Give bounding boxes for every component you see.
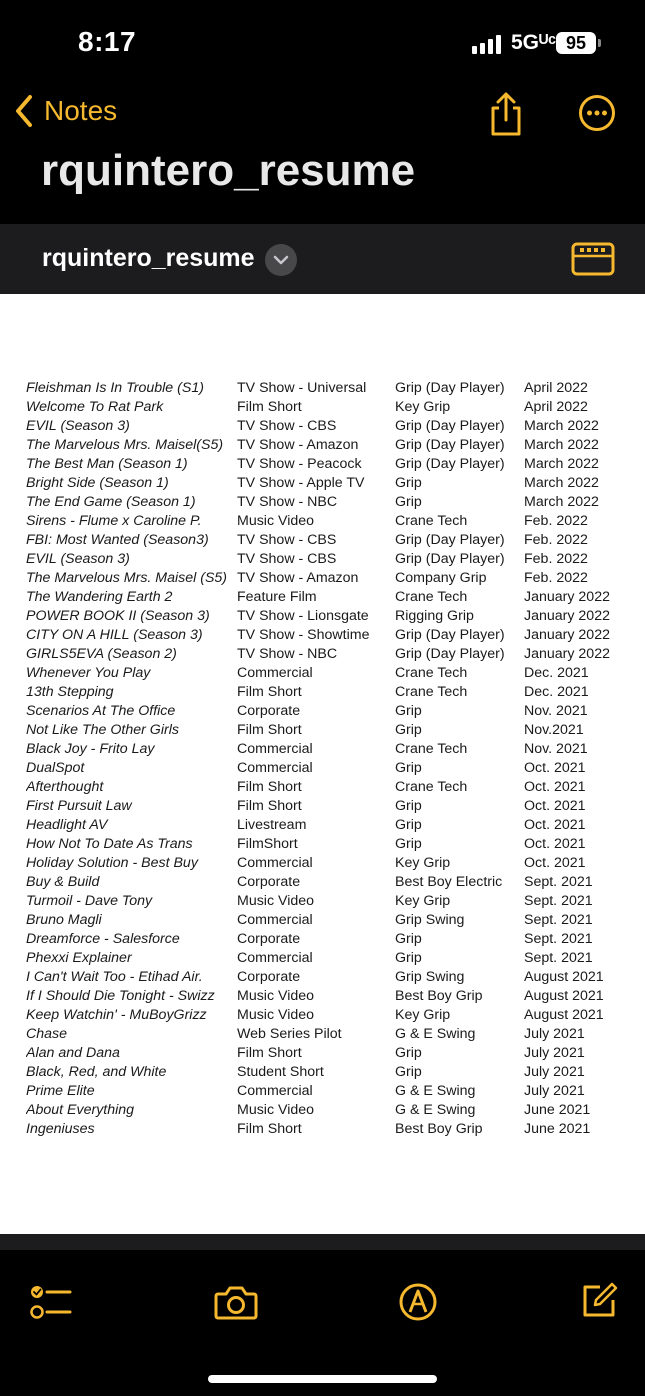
camera-icon: [214, 1284, 258, 1320]
project-title: I Can't Wait Too - Etihad Air.: [26, 969, 203, 985]
date: July 2021: [524, 1045, 585, 1061]
date: January 2022: [524, 589, 610, 605]
position: Company Grip: [395, 570, 487, 586]
project-type: Film Short: [237, 1045, 302, 1061]
position: Grip Swing: [395, 969, 465, 985]
project-title: GIRLS5EVA (Season 2): [26, 646, 177, 662]
position: Crane Tech: [395, 741, 468, 757]
date: Oct. 2021: [524, 798, 586, 814]
position: Grip: [395, 1064, 422, 1080]
position: G & E Swing: [395, 1102, 476, 1118]
resume-table: [26, 379, 626, 1139]
chevron-down-icon: [273, 253, 289, 267]
project-title: EVIL (Season 3): [26, 551, 130, 567]
project-type: TV Show - Apple TV: [237, 475, 365, 491]
project-type: TV Show - Peacock: [237, 456, 362, 472]
table-row: [26, 911, 626, 930]
date: Nov.2021: [524, 722, 584, 738]
project-type: TV Show - CBS: [237, 418, 337, 434]
project-type: Commercial: [237, 741, 313, 757]
checklist-button[interactable]: [30, 1282, 72, 1327]
position: Grip: [395, 798, 422, 814]
date: Feb. 2022: [524, 570, 588, 586]
project-type: TV Show - Lionsgate: [237, 608, 369, 624]
position: G & E Swing: [395, 1026, 476, 1042]
status-bar: [0, 0, 645, 80]
date: Oct. 2021: [524, 817, 586, 833]
project-title: The End Game (Season 1): [26, 494, 196, 510]
project-title: Prime Elite: [26, 1083, 95, 1099]
project-title: FBI: Most Wanted (Season3): [26, 532, 209, 548]
project-type: Film Short: [237, 684, 302, 700]
position: Grip (Day Player): [395, 456, 505, 472]
project-title: 13th Stepping: [26, 684, 114, 700]
date: July 2021: [524, 1064, 585, 1080]
status-time: 8:17: [78, 26, 137, 57]
table-row: [26, 645, 626, 664]
position: Grip (Day Player): [395, 646, 505, 662]
table-row: [26, 835, 626, 854]
project-type: Commercial: [237, 855, 313, 871]
position: Grip: [395, 1045, 422, 1061]
date: Feb. 2022: [524, 551, 588, 567]
project-title: Whenever You Play: [26, 665, 151, 681]
cellular-signal-icon: [472, 34, 501, 54]
position: Rigging Grip: [395, 608, 474, 624]
date: Sept. 2021: [524, 931, 593, 947]
date: January 2022: [524, 608, 610, 624]
home-indicator: [208, 1375, 437, 1383]
project-title: Afterthought: [26, 779, 104, 795]
keyboard-icon: [571, 242, 615, 276]
date: Oct. 2021: [524, 855, 586, 871]
project-type: Film Short: [237, 779, 302, 795]
network-type: 5Gᵁᶜ: [511, 31, 557, 54]
share-button[interactable]: [488, 92, 524, 143]
table-row: [26, 512, 626, 531]
table-row: [26, 588, 626, 607]
chevron-left-icon: [14, 94, 34, 128]
project-title: The Best Man (Season 1): [26, 456, 188, 472]
date: Sept. 2021: [524, 912, 593, 928]
date: March 2022: [524, 418, 599, 434]
date: Nov. 2021: [524, 741, 588, 757]
table-row: [26, 417, 626, 436]
date: April 2022: [524, 380, 588, 396]
project-type: Film Short: [237, 1121, 302, 1137]
table-row: [26, 379, 626, 398]
position: G & E Swing: [395, 1083, 476, 1099]
position: Grip: [395, 950, 422, 966]
table-row: [26, 740, 626, 759]
project-type: TV Show - NBC: [237, 646, 338, 662]
position: Grip (Day Player): [395, 418, 505, 434]
project-type: Music Video: [237, 1102, 315, 1118]
date: March 2022: [524, 456, 599, 472]
position: Grip (Day Player): [395, 551, 505, 567]
share-icon: [488, 92, 524, 138]
table-row: [26, 968, 626, 987]
battery-tip: [598, 39, 601, 47]
project-type: TV Show - Showtime: [237, 627, 370, 643]
project-type: Music Video: [237, 513, 315, 529]
project-type: Music Video: [237, 893, 315, 909]
table-row: [26, 436, 626, 455]
table-row: [26, 569, 626, 588]
project-title: Headlight AV: [26, 817, 108, 833]
table-row: [26, 854, 626, 873]
table-row: [26, 550, 626, 569]
project-title: The Wandering Earth 2: [26, 589, 173, 605]
table-row: [26, 816, 626, 835]
table-row: [26, 1044, 626, 1063]
date: Oct. 2021: [524, 779, 586, 795]
position: Crane Tech: [395, 684, 468, 700]
date: Dec. 2021: [524, 665, 589, 681]
project-type: Commercial: [237, 760, 313, 776]
project-title: Welcome To Rat Park: [26, 399, 164, 415]
table-row: [26, 987, 626, 1006]
position: Crane Tech: [395, 589, 468, 605]
project-title: Not Like The Other Girls: [26, 722, 179, 738]
table-row: [26, 1063, 626, 1082]
date: Sept. 2021: [524, 893, 593, 909]
project-title: Holiday Solution - Best Buy: [26, 855, 198, 871]
date: March 2022: [524, 437, 599, 453]
date: Dec. 2021: [524, 684, 589, 700]
more-button[interactable]: [578, 94, 616, 137]
position: Key Grip: [395, 1007, 451, 1023]
position: Grip: [395, 722, 422, 738]
date: August 2021: [524, 1007, 604, 1023]
date: June 2021: [524, 1102, 591, 1118]
position: Crane Tech: [395, 779, 468, 795]
project-type: Music Video: [237, 988, 315, 1004]
table-row: [26, 873, 626, 892]
project-type: Film Short: [237, 798, 302, 814]
project-type: Livestream: [237, 817, 307, 833]
project-title: Black Joy - Frito Lay: [26, 741, 155, 757]
project-type: Student Short: [237, 1064, 324, 1080]
table-row: [26, 531, 626, 550]
table-row: [26, 721, 626, 740]
project-type: TV Show - CBS: [237, 551, 337, 567]
position: Grip (Day Player): [395, 437, 505, 453]
project-type: FilmShort: [237, 836, 298, 852]
project-title: Scenarios At The Office: [26, 703, 176, 719]
date: March 2022: [524, 494, 599, 510]
project-type: Corporate: [237, 703, 301, 719]
position: Crane Tech: [395, 513, 468, 529]
table-row: [26, 1120, 626, 1139]
date: Feb. 2022: [524, 532, 588, 548]
project-title: Sirens - Flume x Caroline P.: [26, 513, 202, 529]
project-title: Bruno Magli: [26, 912, 102, 928]
project-title: Dreamforce - Salesforce: [26, 931, 180, 947]
markup-button[interactable]: [398, 1282, 438, 1327]
position: Grip: [395, 836, 422, 852]
date: March 2022: [524, 475, 599, 491]
project-type: Commercial: [237, 1083, 313, 1099]
table-row: [26, 1101, 626, 1120]
position: Key Grip: [395, 855, 451, 871]
position: Crane Tech: [395, 665, 468, 681]
note-title[interactable]: rquintero_resume: [41, 146, 416, 195]
project-type: Corporate: [237, 969, 301, 985]
document-bottom-strip: [0, 1234, 645, 1250]
date: August 2021: [524, 988, 604, 1004]
compose-icon: [580, 1282, 618, 1320]
table-row: [26, 474, 626, 493]
project-type: Feature Film: [237, 589, 317, 605]
date: July 2021: [524, 1026, 585, 1042]
project-type: TV Show - Universal: [237, 380, 367, 396]
project-type: Commercial: [237, 912, 313, 928]
table-row: [26, 607, 626, 626]
project-title: Phexxi Explainer: [26, 950, 132, 966]
position: Grip: [395, 703, 422, 719]
table-row: [26, 702, 626, 721]
table-row: [26, 778, 626, 797]
position: Grip: [395, 494, 422, 510]
project-title: CITY ON A HILL (Season 3): [26, 627, 203, 643]
position: Best Boy Electric: [395, 874, 503, 890]
project-title: POWER BOOK II (Season 3): [26, 608, 210, 624]
position: Key Grip: [395, 893, 451, 909]
position: Grip: [395, 760, 422, 776]
table-row: [26, 398, 626, 417]
date: January 2022: [524, 627, 610, 643]
attachment-menu-button[interactable]: [265, 244, 297, 276]
table-row: [26, 1082, 626, 1101]
position: Key Grip: [395, 399, 451, 415]
table-row: [26, 1006, 626, 1025]
battery-icon: 95: [556, 32, 596, 54]
project-title: Keep Watchin' - MuBoyGrizz: [26, 1007, 207, 1023]
attachment-view-button[interactable]: [571, 242, 615, 281]
date: April 2022: [524, 399, 588, 415]
position: Grip (Day Player): [395, 532, 505, 548]
project-type: TV Show - Amazon: [237, 437, 359, 453]
project-title: Buy & Build: [26, 874, 100, 890]
date: Sept. 2021: [524, 950, 593, 966]
project-type: TV Show - NBC: [237, 494, 338, 510]
project-title: The Marvelous Mrs. Maisel (S5): [26, 570, 228, 586]
compose-button[interactable]: [580, 1282, 618, 1325]
ellipsis-circle-icon: [578, 94, 616, 132]
table-row: [26, 930, 626, 949]
project-title: Fleishman Is In Trouble (S1): [26, 380, 204, 396]
project-type: Commercial: [237, 665, 313, 681]
date: Oct. 2021: [524, 760, 586, 776]
project-title: The Marvelous Mrs. Maisel(S5): [26, 437, 224, 453]
project-title: Turmoil - Dave Tony: [26, 893, 153, 909]
project-type: Film Short: [237, 722, 302, 738]
position: Grip (Day Player): [395, 627, 505, 643]
table-row: [26, 797, 626, 816]
project-title: Ingeniuses: [26, 1121, 95, 1137]
project-title: First Pursuit Law: [26, 798, 132, 814]
position: Grip (Day Player): [395, 380, 505, 396]
date: January 2022: [524, 646, 610, 662]
project-title: Bright Side (Season 1): [26, 475, 169, 491]
table-row: [26, 626, 626, 645]
project-title: Chase: [26, 1026, 68, 1042]
project-title: EVIL (Season 3): [26, 418, 130, 434]
project-title: If I Should Die Tonight - Swizz: [26, 988, 215, 1004]
nav-bar: [0, 88, 645, 144]
project-type: Commercial: [237, 950, 313, 966]
table-row: [26, 892, 626, 911]
project-title: About Everything: [26, 1102, 135, 1118]
date: June 2021: [524, 1121, 591, 1137]
project-type: TV Show - CBS: [237, 532, 337, 548]
attachment-name: rquintero_resume: [42, 244, 255, 272]
pen-tip-circle-icon: [398, 1282, 438, 1322]
back-label: Notes: [44, 95, 118, 126]
checklist-icon: [30, 1282, 72, 1322]
table-row: [26, 455, 626, 474]
attachment-header[interactable]: [0, 224, 645, 294]
date: Oct. 2021: [524, 836, 586, 852]
project-title: How Not To Date As Trans: [26, 836, 193, 852]
table-row: [26, 759, 626, 778]
date: Feb. 2022: [524, 513, 588, 529]
table-row: [26, 1025, 626, 1044]
table-row: [26, 949, 626, 968]
position: Best Boy Grip: [395, 1121, 483, 1137]
date: Sept. 2021: [524, 874, 593, 890]
back-button[interactable]: [14, 94, 117, 128]
project-type: Web Series Pilot: [237, 1026, 342, 1042]
position: Grip: [395, 817, 422, 833]
project-title: DualSpot: [26, 760, 85, 776]
project-type: Music Video: [237, 1007, 315, 1023]
date: July 2021: [524, 1083, 585, 1099]
table-row: [26, 683, 626, 702]
position: Best Boy Grip: [395, 988, 483, 1004]
project-type: TV Show - Amazon: [237, 570, 359, 586]
project-type: Corporate: [237, 931, 301, 947]
position: Grip: [395, 931, 422, 947]
project-title: Alan and Dana: [26, 1045, 120, 1061]
position: Grip: [395, 475, 422, 491]
project-type: Film Short: [237, 399, 302, 415]
position: Grip Swing: [395, 912, 465, 928]
project-type: Corporate: [237, 874, 301, 890]
table-row: [26, 493, 626, 512]
camera-button[interactable]: [214, 1284, 258, 1325]
date: Nov. 2021: [524, 703, 588, 719]
date: August 2021: [524, 969, 604, 985]
project-title: Black, Red, and White: [26, 1064, 167, 1080]
table-row: [26, 664, 626, 683]
